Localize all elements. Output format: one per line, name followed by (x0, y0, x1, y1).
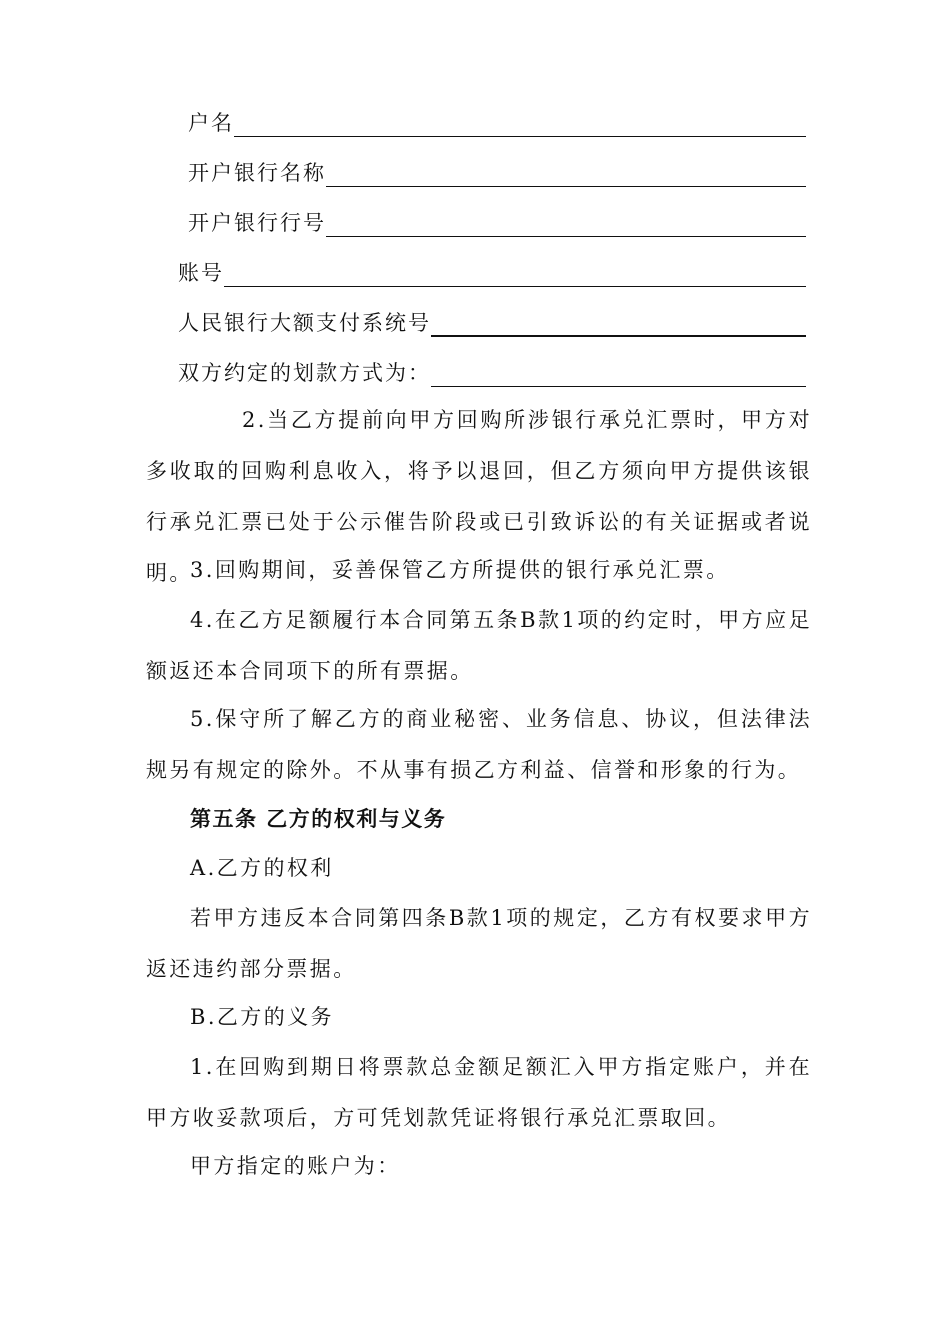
clause-2-paragraph: 2.当乙方提前向甲方回购所涉银行承兑汇票时，甲方对多收取的回购利息收入，将予以退回，但乙方须向甲方提供该银行承兑汇票已处于公示催告阶段或已引致诉讼的有关证据或者说明。 (146, 408, 812, 585)
party-b-obligations-subheading: B.乙方的义务 (190, 1005, 334, 1029)
account-number-field (178, 256, 806, 288)
bank-name-field (188, 156, 806, 188)
pboc-payment-number-blank (431, 315, 806, 337)
account-name-label: 户名 (188, 111, 234, 135)
bank-number-field (188, 206, 806, 238)
party-b-rights-paragraph: 若甲方违反本合同第四条B款1项的规定，乙方有权要求甲方返还违约部分票据。 (146, 906, 812, 981)
designated-account-paragraph: 甲方指定的账户为： (190, 1154, 401, 1178)
pboc-payment-number-label: 人民银行大额支付系统号 (178, 311, 431, 335)
transfer-method-blank (431, 366, 806, 387)
pboc-payment-number-field (178, 306, 806, 338)
bank-number-blank (326, 216, 806, 237)
party-b-rights-subheading: A.乙方的权利 (190, 856, 334, 880)
article-5-heading: 第五条 乙方的权利与义务 (190, 806, 447, 831)
bank-name-label: 开户银行名称 (188, 161, 326, 185)
clause-4-paragraph: 4.在乙方足额履行本合同第五条B款1项的约定时，甲方应足额返还本合同项下的所有票据。 (146, 608, 812, 683)
account-name-blank (234, 116, 806, 137)
bank-number-label: 开户银行行号 (188, 211, 326, 235)
obligation-1-paragraph: 1.在回购到期日将票款总金额足额汇入甲方指定账户，并在甲方收妥款项后，方可凭划款凭证将银行承兑汇票取回。 (146, 1055, 812, 1130)
bank-name-blank (326, 166, 806, 187)
transfer-method-field (178, 356, 806, 388)
account-name-field (188, 106, 806, 138)
account-number-label: 账号 (178, 261, 224, 285)
clause-5-paragraph: 5.保守所了解乙方的商业秘密、业务信息、协议，但法律法规另有规定的除外。不从事有损乙方利益、信誉和形象的行为。 (146, 707, 812, 782)
clause-3-paragraph: 3.回购期间，妥善保管乙方所提供的银行承兑汇票。 (190, 558, 730, 582)
account-number-blank (224, 266, 806, 287)
transfer-method-label: 双方约定的划款方式为： (178, 361, 431, 385)
